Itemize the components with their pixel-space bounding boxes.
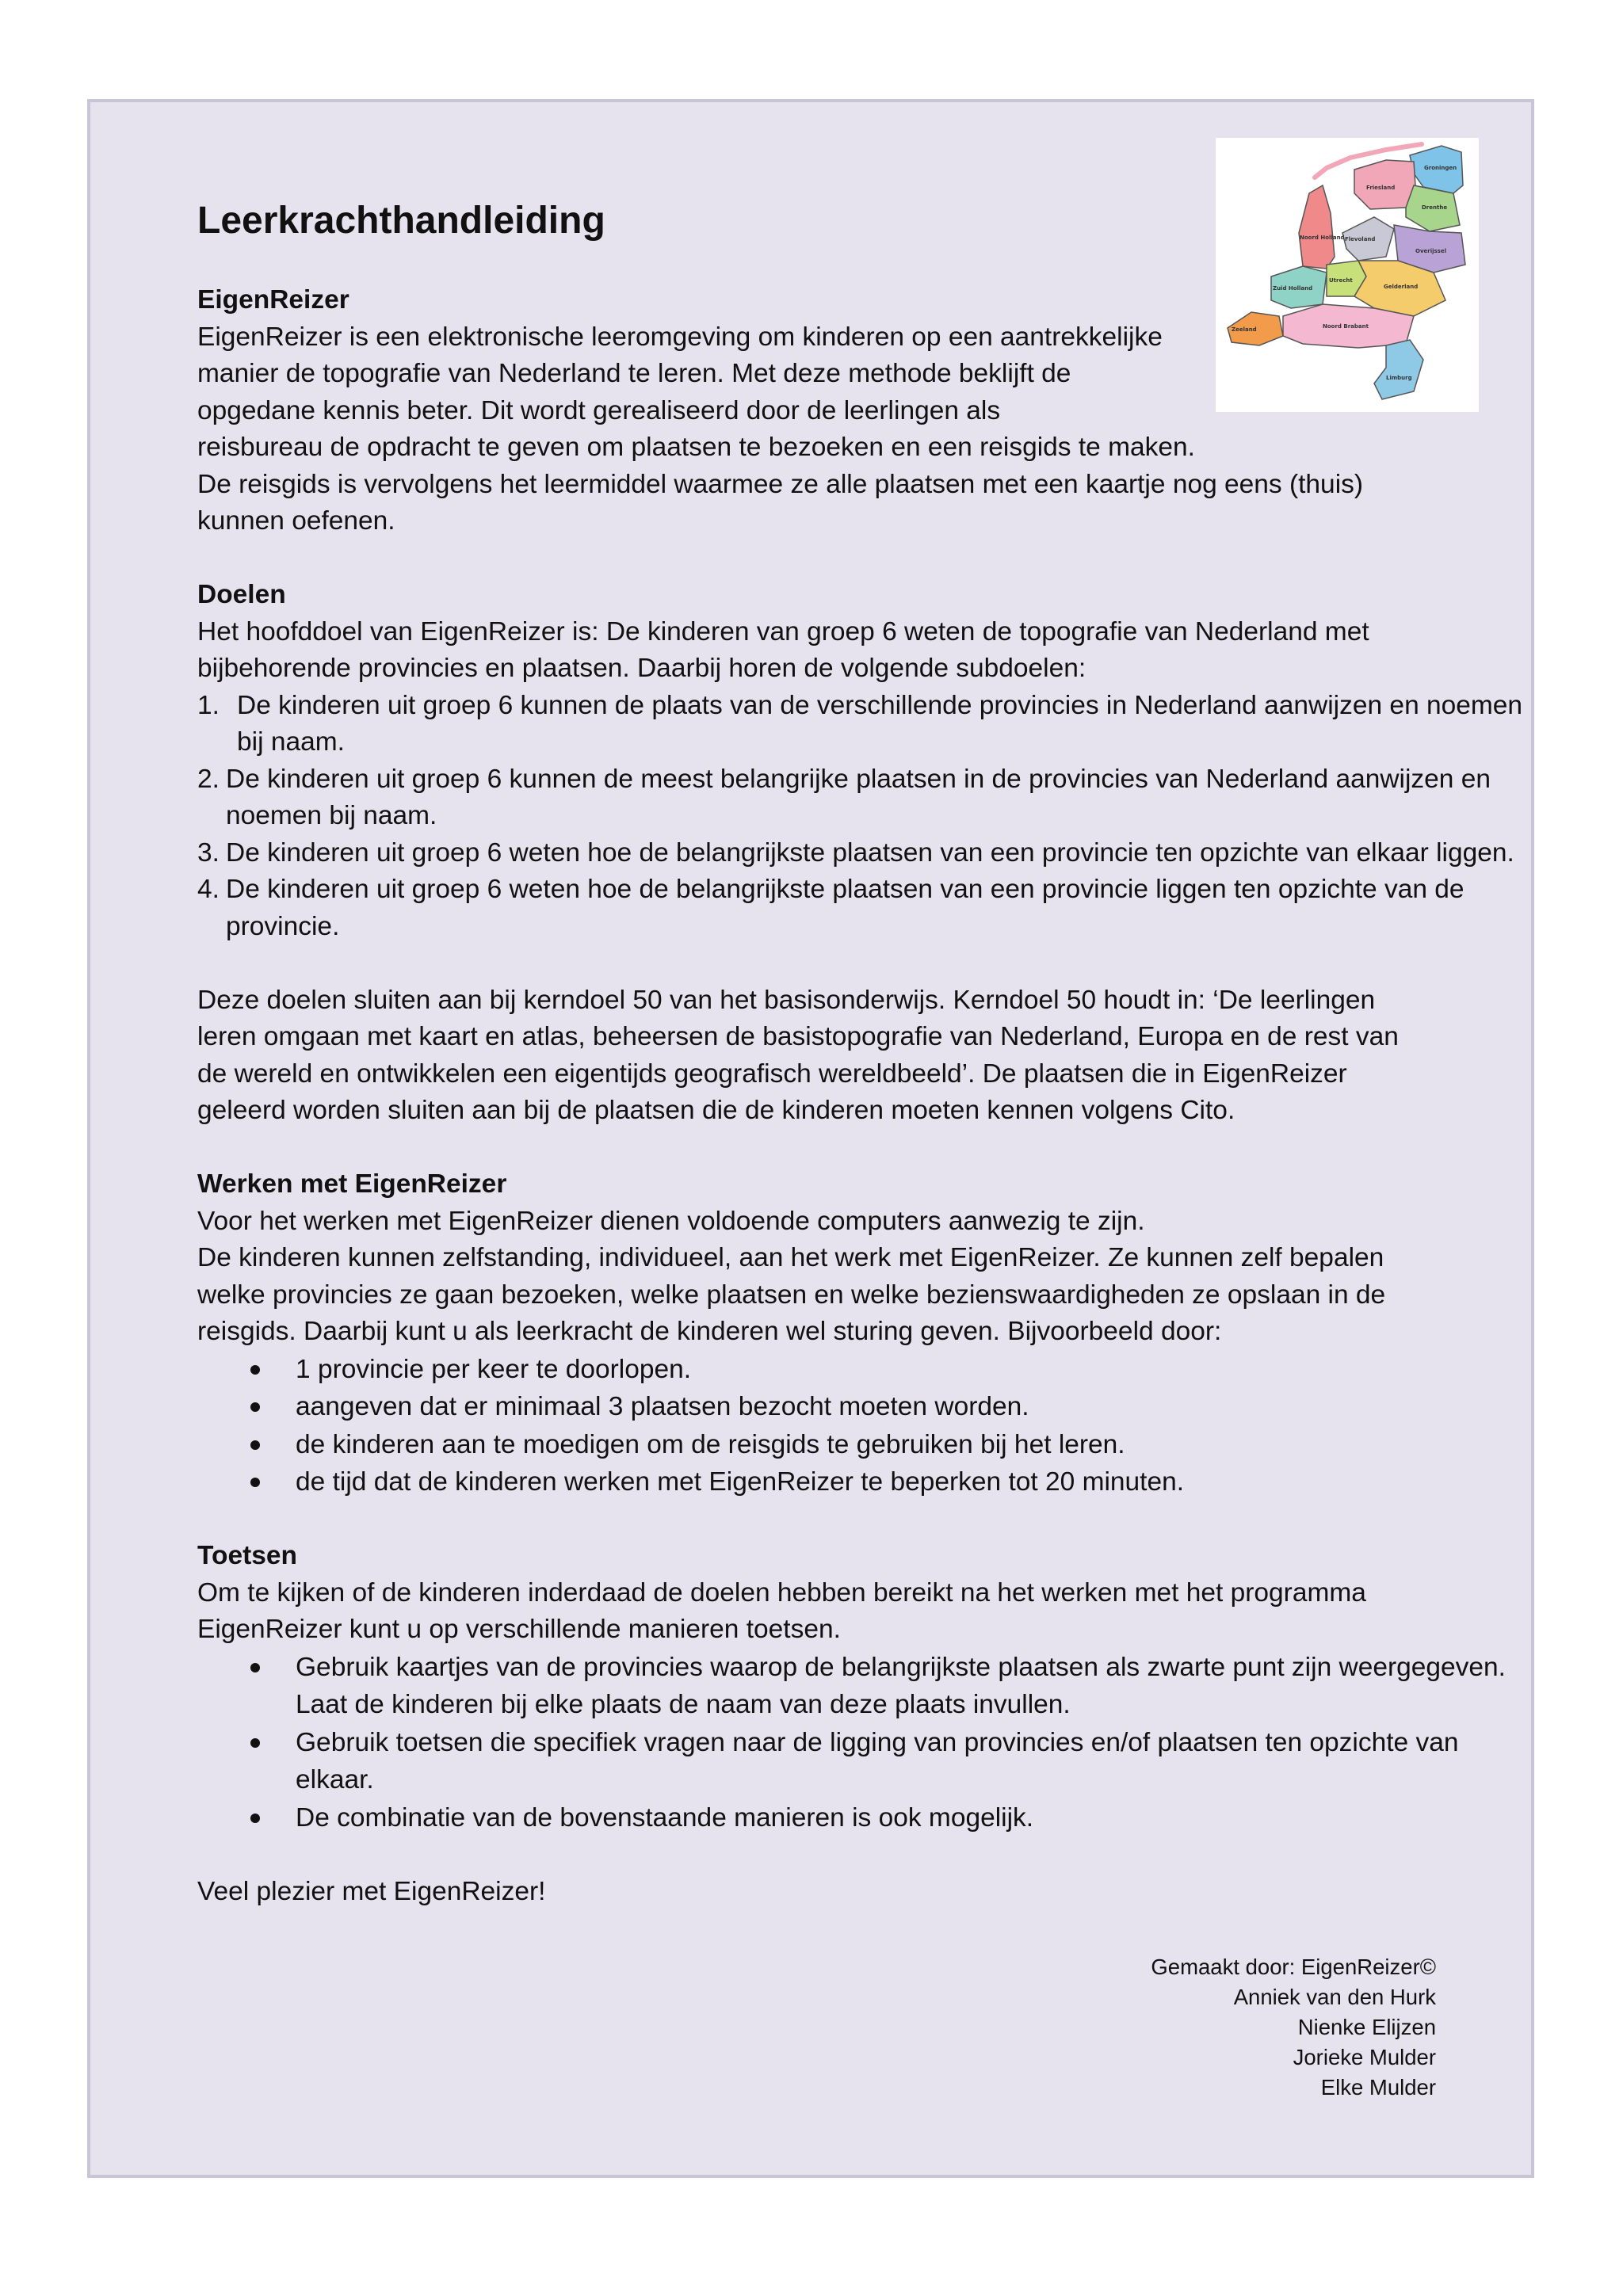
credits-block	[1151, 1952, 1436, 2103]
subdoel-number: 4.	[197, 875, 220, 904]
document-content	[197, 197, 1537, 1910]
kerndoel-line: leren omgaan met kaart en atlas, beheersen de basistopografie van Nederland, Europa en de rest van	[197, 1022, 1399, 1051]
intro-line: kunnen oefenen.	[197, 506, 395, 536]
kerndoel-line: de wereld en ontwikkelen een eigentijds geografisch wereldbeeld’. De plaatsen die in EigenReizer	[197, 1058, 1347, 1089]
bullet-item: Gebruik toetsen die specifiek vragen naar de ligging van provincies en/of plaatsen ten opzichte van elkaar.	[197, 1724, 1537, 1799]
werken-line: welke provincies ze gaan bezoeken, welke plaatsen en welke bezienswaardigheden ze opslaan in de	[197, 1280, 1386, 1310]
credits-line: Anniek van den Hurk	[1233, 1985, 1436, 2009]
spacer	[197, 1130, 1537, 1167]
doelen-heading: Doelen	[197, 580, 286, 609]
spacer	[197, 1501, 1537, 1539]
spacer	[197, 945, 1537, 982]
credits-line: Gemaakt door: EigenReizer©	[1151, 1955, 1436, 1979]
werken-line: De kinderen kunnen zelfstanding, individueel, aan het werk met EigenReizer. Ze kunnen zelf bepalen	[197, 1243, 1384, 1272]
subdoel-item	[197, 871, 1537, 945]
doelen-line: bijbehorende provincies en plaatsen. Daarbij horen de volgende subdoelen:	[197, 654, 1086, 683]
kerndoel-line: Deze doelen sluiten aan bij kerndoel 50 van het basisonderwijs. Kerndoel 50 houdt in: ‘De leerlingen	[197, 985, 1376, 1015]
subdoel-text: De kinderen uit groep 6 weten hoe de belangrijkste plaatsen van een provincie ten opzichte van elkaar liggen.	[226, 837, 1514, 868]
map-label-limburg: Limburg	[1386, 375, 1412, 381]
spacer	[197, 540, 1537, 578]
map-label-noord-brabant: Noord Brabant	[1323, 323, 1369, 330]
map-label-friesland: Friesland	[1366, 185, 1396, 191]
intro-line: opgedane kennis beter. Dit wordt gerealiseerd door de leerlingen als	[197, 395, 1001, 425]
werken-bullet-list	[197, 1351, 1537, 1501]
map-label-flevoland: Flevoland	[1345, 236, 1376, 242]
bullet-item: De combinatie van de bovenstaande manieren is ook mogelijk.	[197, 1799, 1537, 1837]
intro-line: manier de topografie van Nederland te leren. Met deze methode beklijft de	[197, 359, 1071, 388]
spacer	[197, 1836, 1537, 1874]
subdoel-number: 3.	[197, 837, 220, 868]
subdoel-text: De kinderen uit groep 6 kunnen de meest belangrijke plaatsen in de provincies van Nederland aanwijzen en noemen bij naam.	[226, 764, 1491, 830]
map-label-utrecht: Utrecht	[1329, 277, 1353, 284]
bullet-item: Gebruik kaartjes van de provincies waarop de belangrijkste plaatsen als zwarte punt zijn weergegeven. Laat de kinderen bij elke plaats de naam van deze plaats invullen.	[197, 1649, 1537, 1724]
bullet-item: 1 provincie per keer te doorlopen.	[197, 1351, 1537, 1389]
toetsen-heading: Toetsen	[197, 1541, 297, 1570]
werken-line: reisgids. Daarbij kunt u als leerkracht de kinderen wel sturing geven. Bijvoorbeeld door:	[197, 1317, 1222, 1346]
page-title: Leerkrachthandleiding	[197, 200, 605, 242]
map-label-noord-holland: Noord Holland	[1300, 235, 1345, 241]
map-label-drenthe: Drenthe	[1422, 204, 1448, 211]
doelen-line: Het hoofddoel van EigenReizer is: De kinderen van groep 6 weten de topografie van Nederland met	[197, 616, 1369, 646]
toetsen-line: Om te kijken of de kinderen inderdaad de doelen hebben bereikt na het werken met het programma	[197, 1577, 1366, 1608]
toetsen-bullet-list	[197, 1649, 1537, 1837]
subdoel-text: De kinderen uit groep 6 kunnen de plaats van de verschillende provincies in Nederland aanwijzen en noemen bij naam.	[237, 690, 1523, 757]
credits-line: Nienke Elijzen	[1297, 2015, 1436, 2039]
subdoel-item	[197, 688, 1537, 761]
intro-line: EigenReizer is een elektronische leeromgeving om kinderen op een aantrekkelijke	[197, 322, 1163, 352]
intro-line: reisbureau de opdracht te geven om plaatsen te bezoeken en een reisgids te maken.	[197, 433, 1195, 462]
map-label-groningen: Groningen	[1424, 165, 1457, 171]
closing-line: Veel plezier met EigenReizer!	[197, 1876, 546, 1906]
toetsen-line: EigenReizer kunt u op verschillende manieren toetsen.	[197, 1615, 841, 1644]
subdoel-item	[197, 835, 1537, 872]
subdoel-number: 2.	[197, 764, 220, 794]
map-label-overijssel: Overijssel	[1415, 248, 1446, 254]
subdoel-text: De kinderen uit groep 6 weten hoe de belangrijkste plaatsen van een provincie liggen ten opzichte van de provincie.	[226, 875, 1465, 941]
map-label-zeeland: Zeeland	[1232, 326, 1257, 333]
map-label-zuid-holland: Zuid Holland	[1273, 285, 1313, 292]
subdoel-item	[197, 761, 1537, 835]
intro-heading: EigenReizer	[197, 285, 349, 315]
credits-line: Jorieke Mulder	[1293, 2045, 1436, 2069]
werken-line: Voor het werken met EigenReizer dienen voldoende computers aanwezig te zijn.	[197, 1206, 1145, 1236]
subdoel-number: 1.	[197, 690, 220, 720]
kerndoel-line: geleerd worden sluiten aan bij de plaatsen die de kinderen moeten kennen volgens Cito.	[197, 1096, 1235, 1125]
bullet-item: de tijd dat de kinderen werken met EigenReizer te beperken tot 20 minuten.	[197, 1463, 1537, 1501]
map-label-gelderland: Gelderland	[1384, 284, 1419, 290]
intro-line: De reisgids is vervolgens het leermiddel waarmee ze alle plaatsen met een kaartje nog eens (thuis)	[197, 469, 1364, 499]
bullet-item: de kinderen aan te moedigen om de reisgids te gebruiken bij het leren.	[197, 1426, 1537, 1464]
document-page	[87, 99, 1534, 2178]
werken-heading: Werken met EigenReizer	[197, 1169, 507, 1199]
credits-line: Elke Mulder	[1320, 2075, 1436, 2100]
bullet-item: aangeven dat er minimaal 3 plaatsen bezocht moeten worden.	[197, 1388, 1537, 1426]
